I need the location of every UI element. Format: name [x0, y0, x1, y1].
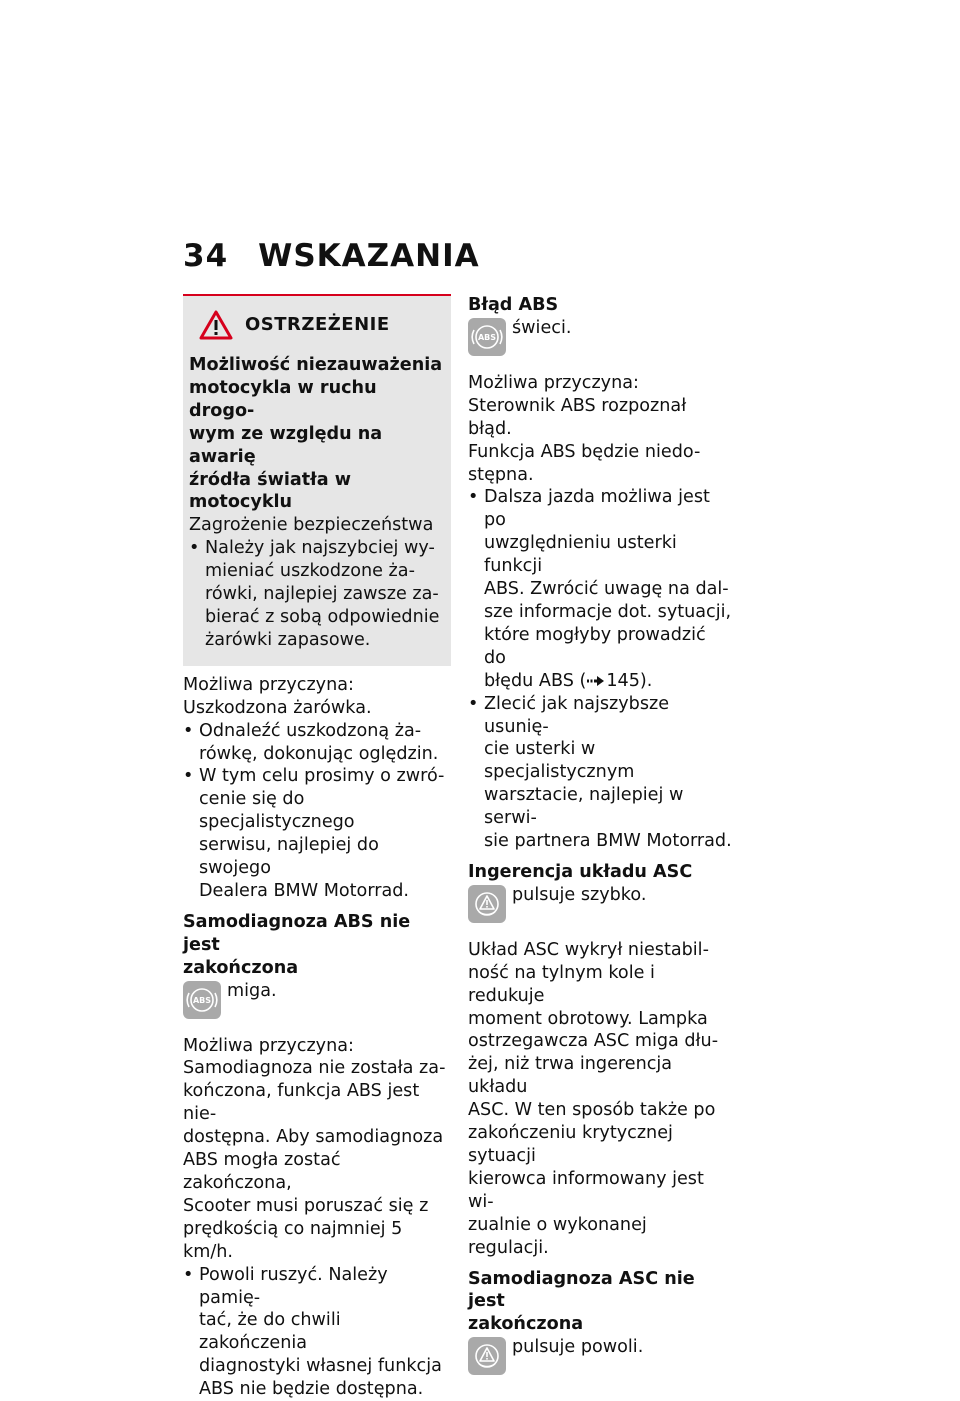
- page-reference-arrow-icon[interactable]: [586, 674, 606, 688]
- page-title: WSKAZANIA: [258, 238, 480, 274]
- cause-label: Możliwa przyczyna:: [183, 1035, 354, 1056]
- list-item: [468, 486, 732, 692]
- text-line: Zlecić jak najszybsze usunię-: [484, 693, 670, 737]
- text-line: Powoli ruszyć. Należy pamię-: [199, 1264, 388, 1308]
- page-header: [183, 238, 480, 274]
- text-line: bierać z sobą odpowiednie: [205, 606, 440, 627]
- section-heading: Samodiagnoza ASC nie jest: [468, 1268, 695, 1312]
- section-heading: zakończona: [468, 1314, 584, 1335]
- lamp-state: świeci.: [512, 317, 572, 338]
- warning-box: [183, 294, 451, 666]
- text-line: Dealera BMW Motorrad.: [199, 880, 410, 901]
- svg-text:ABS: ABS: [477, 332, 497, 342]
- text-line: zualnie o wykonanej regulacji.: [468, 1214, 647, 1258]
- section-heading: zakończona: [183, 957, 299, 978]
- section-heading: Błąd ABS: [468, 295, 559, 315]
- text-line: ABS mogła zostać zakończona,: [183, 1150, 341, 1193]
- text-line: Układ ASC wykrył niestabil-: [468, 939, 709, 960]
- list-item: [183, 720, 451, 766]
- left-column: [183, 294, 451, 1401]
- warning-title: OSTRZEŻENIE: [245, 313, 390, 335]
- page-number: 34: [183, 238, 229, 274]
- text-line: Sterownik ABS rozpoznał błąd.: [468, 395, 687, 439]
- abs-lamp-icon: [183, 981, 221, 1019]
- warning-bullet: [189, 537, 445, 652]
- abs-selftest-bullets: [183, 1264, 451, 1401]
- warning-subtitle: Zagrożenie bezpieczeństwa: [189, 515, 434, 536]
- warning-heading-line: wym ze względu na awarię: [189, 423, 383, 467]
- cause-bullets: [183, 720, 451, 903]
- asc-lamp-icon: [468, 1337, 506, 1375]
- text-line: rówkę, dokonując oględzin.: [199, 743, 439, 764]
- text-line: Odnaleźć uszkodzoną ża-: [199, 720, 422, 741]
- text-line: ABS. Zwrócić uwagę na dal-: [484, 579, 729, 600]
- text-line: Scooter musi poruszać się z: [183, 1195, 429, 1216]
- warning-heading-line: źródła światła w motocyklu: [189, 469, 351, 513]
- list-item: [183, 1264, 451, 1401]
- text-line: uwzględnieniu usterki funkcji: [484, 533, 677, 577]
- text-line: W tym celu prosimy o zwró-: [199, 766, 445, 787]
- text-line: rówki, najlepiej zawsze za-: [205, 584, 439, 605]
- warning-heading-line: motocykla w ruchu drogo-: [189, 377, 377, 421]
- text-line: ABS nie będzie dostępna.: [199, 1379, 424, 1400]
- asc-lamp-icon: [468, 885, 506, 923]
- text-line: Samodiagnoza nie została za-: [183, 1058, 446, 1079]
- warning-triangle-icon: [199, 310, 233, 340]
- lamp-row: [468, 1336, 732, 1375]
- text-line: Funkcja ABS będzie niedo-: [468, 441, 701, 462]
- lamp-row: [468, 884, 732, 923]
- section-heading: Samodiagnoza ABS nie jest: [183, 911, 411, 955]
- text-line: stępna.: [468, 464, 534, 485]
- warning-header: [199, 310, 445, 340]
- text-line: mieniać uszkodzone ża-: [205, 561, 415, 582]
- text-line: prędkością co najmniej 5 km/h.: [183, 1218, 403, 1262]
- text-line: kierowca informowany jest wi-: [468, 1168, 704, 1212]
- text-line: cie usterki w specjalistycznym: [484, 739, 635, 783]
- text-line: serwisu, najlepiej do swojego: [199, 835, 379, 879]
- text-line: ność na tylnym kole i redukuje: [468, 962, 655, 1006]
- section-heading: Ingerencja układu ASC: [468, 861, 693, 882]
- list-item: [183, 765, 451, 902]
- text-line: tać, że do chwili zakończenia: [199, 1310, 341, 1354]
- lamp-state: pulsuje szybko.: [512, 884, 647, 905]
- text-line: ostrzegawcza ASC miga dłu-: [468, 1031, 719, 1052]
- cause-label: Możliwa przyczyna:: [183, 674, 354, 695]
- text-line: błędu ABS (: [484, 670, 587, 691]
- text-line: sze informacje dot. sytuacji,: [484, 601, 732, 622]
- warning-bullets: [189, 537, 445, 652]
- cause-label: Możliwa przyczyna:: [468, 372, 639, 393]
- text-line: zakończeniu krytycznej sytuacji: [468, 1123, 673, 1166]
- text-line: cenie się do specjalistycznego: [199, 789, 355, 833]
- lamp-row: [183, 980, 451, 1019]
- lamp-state: pulsuje powoli.: [512, 1337, 644, 1358]
- text-line: dostępna. Aby samodiagnoza: [183, 1127, 444, 1148]
- list-item: [468, 693, 732, 853]
- text-line: kończona, funkcja ABS jest nie-: [183, 1081, 420, 1125]
- warning-heading-line: Możliwość niezauważenia: [189, 355, 443, 375]
- text-line: diagnostyki własnej funkcja: [199, 1356, 442, 1377]
- lamp-row: [468, 317, 732, 356]
- lamp-state: miga.: [227, 980, 277, 1001]
- abs-lamp-icon: [468, 318, 506, 356]
- text-line: żarówki zapasowe.: [205, 629, 371, 650]
- cause-text: Uszkodzona żarówka.: [183, 697, 372, 718]
- text-line: Należy jak najszybciej wy-: [205, 538, 435, 559]
- text-line: moment obrotowy. Lampka: [468, 1008, 708, 1029]
- text-line: sie partnera BMW Motorrad.: [484, 831, 732, 852]
- text-line: które mogłyby prowadzić do: [484, 624, 706, 668]
- right-column: [468, 294, 732, 1391]
- text-line: Dalsza jazda możliwa jest po: [484, 487, 710, 531]
- text-line: warsztacie, najlepiej w serwi-: [484, 785, 684, 829]
- svg-text:ABS: ABS: [192, 995, 212, 1005]
- abs-error-bullets: [468, 486, 732, 853]
- text-line: żej, niż trwa ingerencja układu: [468, 1054, 673, 1098]
- page-reference[interactable]: 145).: [606, 670, 653, 691]
- text-line: ASC. W ten sposób także po: [468, 1100, 716, 1121]
